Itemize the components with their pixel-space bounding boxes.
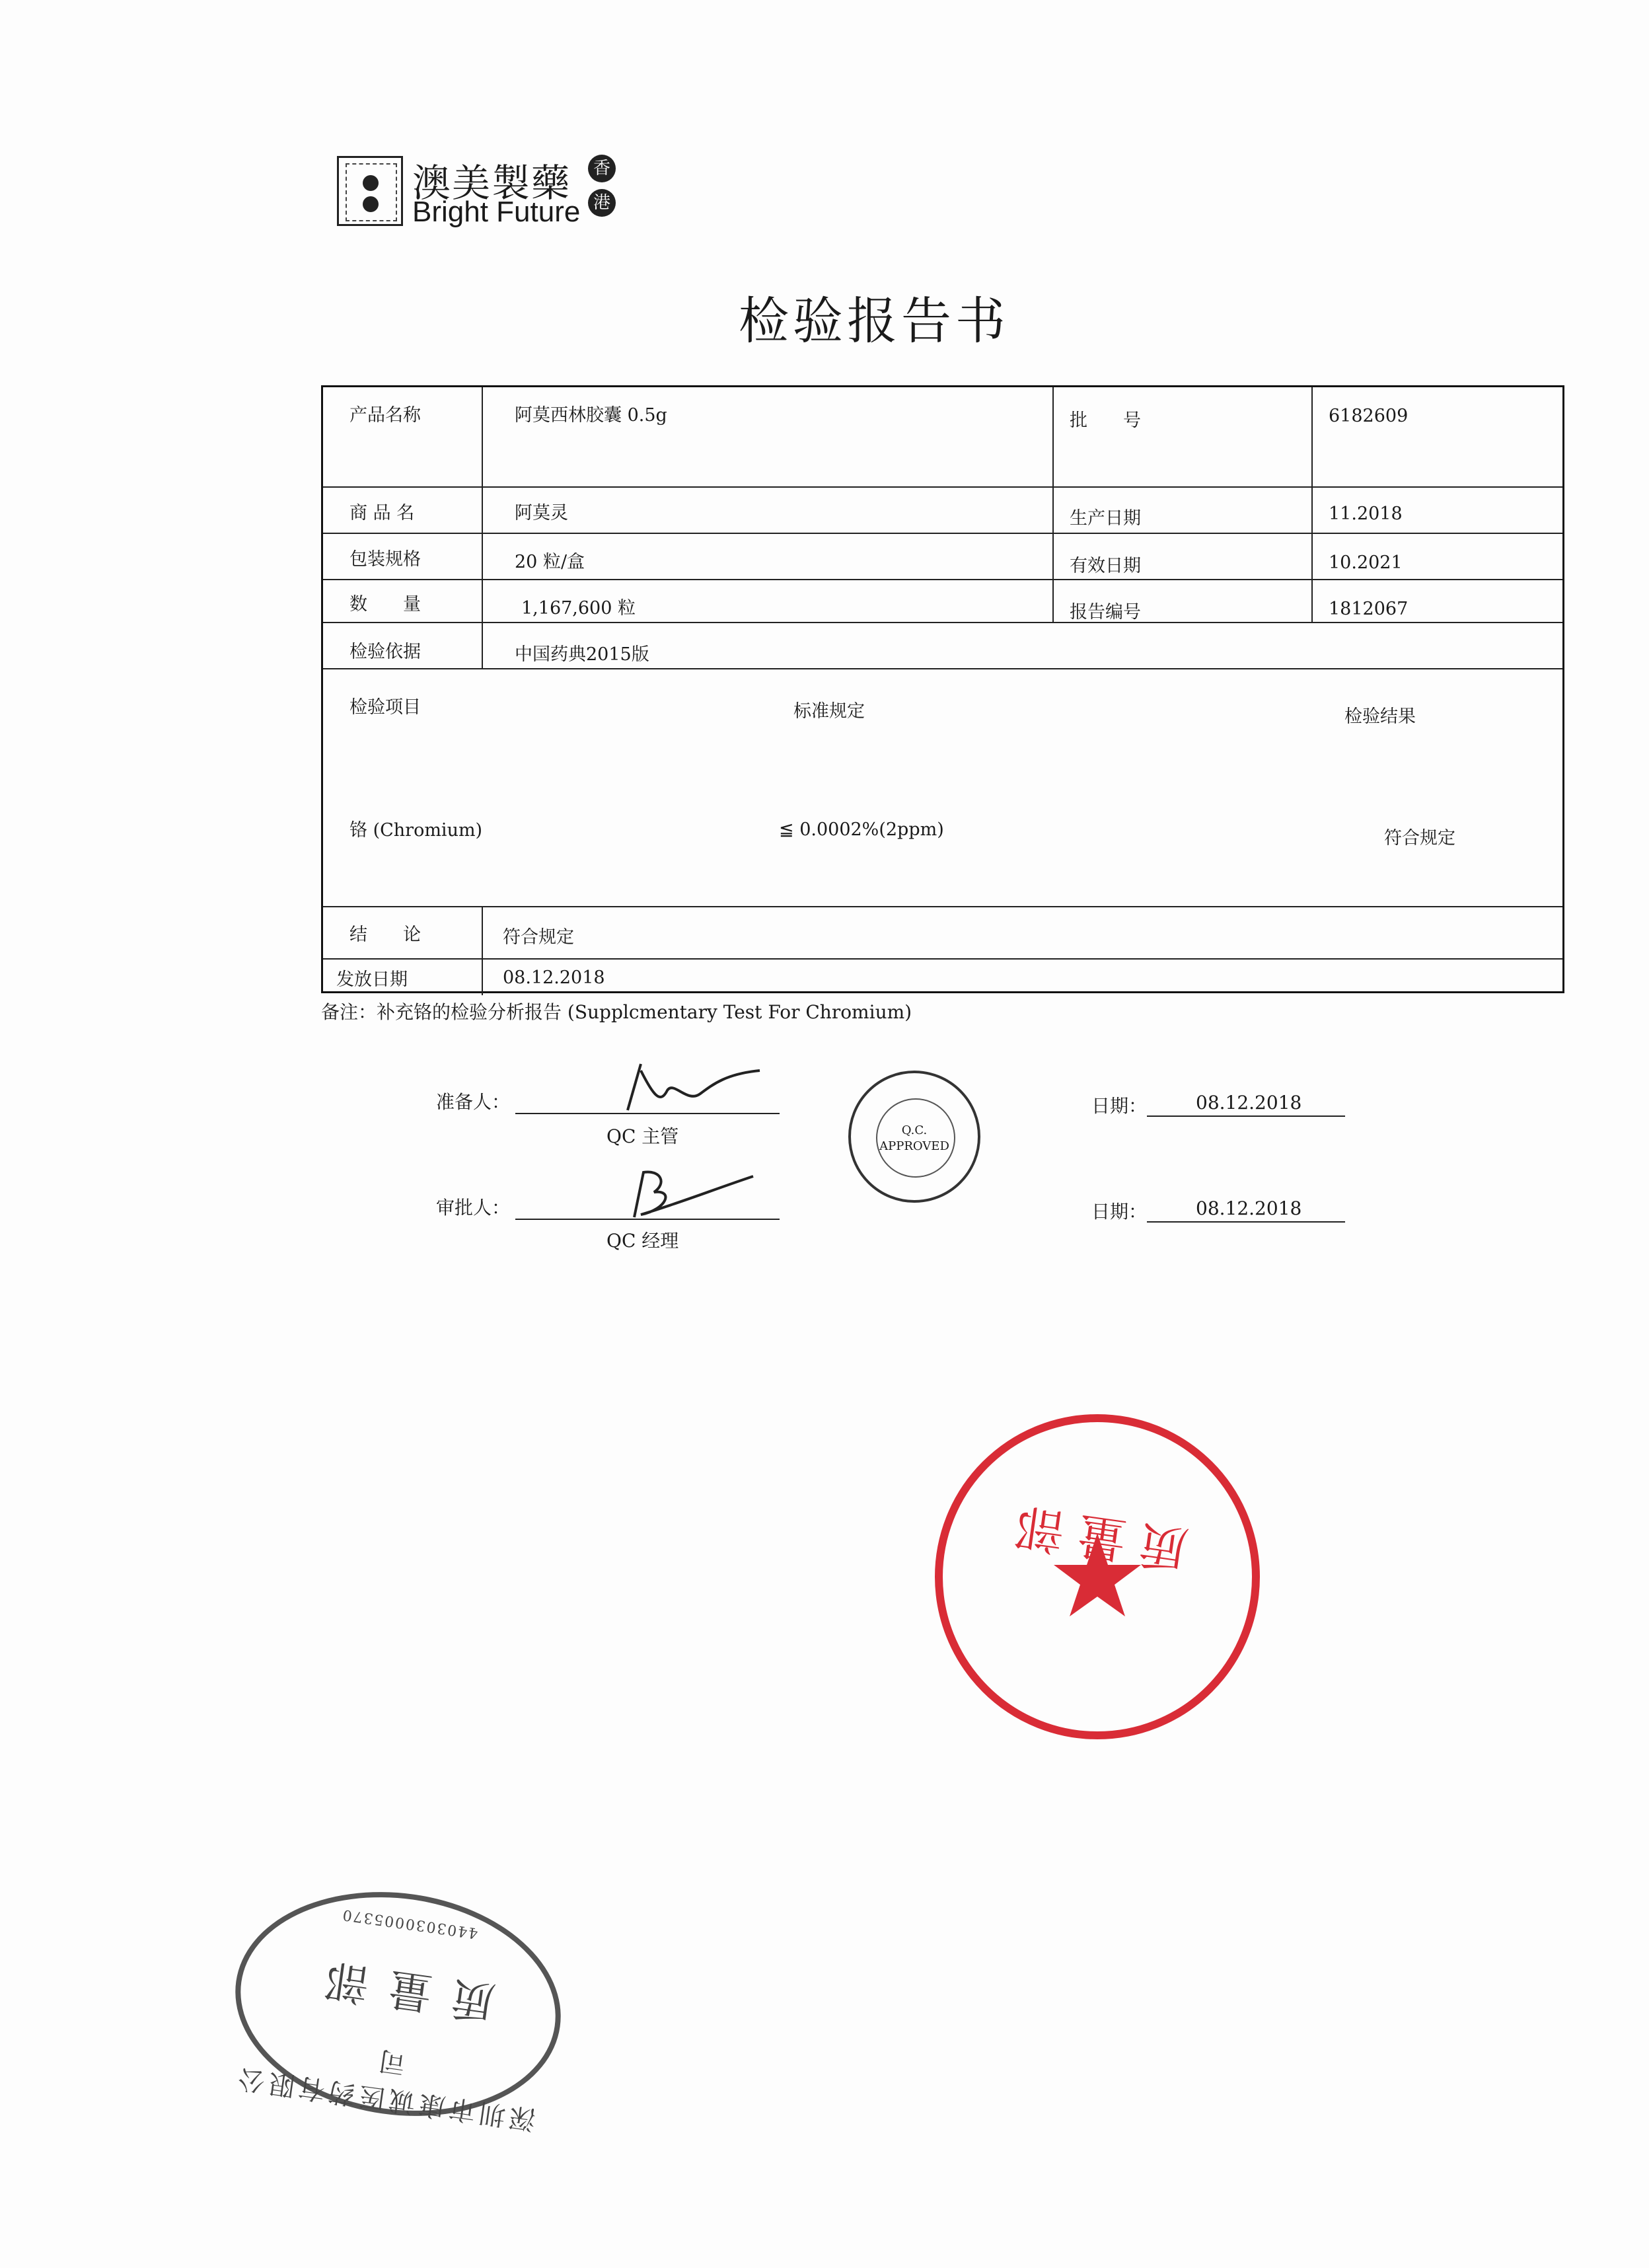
report-note: 备注：补充铬的检验分析报告 (Supplcmentary Test For Chromium) [321,1001,912,1023]
inspection-report-table [321,385,1564,993]
test-item-result: 符合规定 [1384,828,1455,849]
report-no-value: 1812067 [1329,599,1409,619]
page-title: 检验报告书 [739,291,1009,350]
batch-label: 批 号 [1070,410,1141,431]
logo-chinese-name: 澳美製藥 [412,161,571,206]
test-item-standard: ≦ 0.0002%(2ppm) [779,819,944,840]
approved-signature-icon [621,1163,766,1223]
product-name-value: 阿莫西林胶囊 0.5g [515,405,667,426]
report-no-label: 报告编号 [1070,602,1141,623]
batch-value: 6182609 [1329,406,1409,426]
result-header: 检验结果 [1344,706,1416,727]
table-divider [323,622,1562,623]
signature-line [1147,1221,1345,1223]
approved-date-value: 08.12.2018 [1196,1197,1302,1219]
standard-header: 标准规定 [793,701,865,722]
table-divider [482,387,483,668]
logo-region-char: 香 [588,155,616,182]
prepared-signature-icon [614,1057,773,1117]
logo-region-char: 港 [588,189,616,217]
qc-approved-stamp [848,1071,980,1203]
grey-seal-company: 深圳市康诚医药有限公司 [232,2044,538,2135]
quantity-value: 1,167,600 粒 [521,598,636,619]
package-label: 包装规格 [349,549,421,570]
prepared-date-label: 日期： [1091,1095,1148,1117]
package-value: 20 粒/盒 [515,552,585,572]
grey-company-seal [221,1871,575,2136]
table-divider [1052,387,1054,622]
qc-stamp-line1: Q.C. [901,1123,928,1137]
logo-english-name: Bright Future [412,196,581,228]
red-company-seal [935,1414,1260,1739]
approved-role: QC 经理 [606,1230,679,1252]
table-divider [323,486,1562,488]
mfg-date-label: 生产日期 [1070,508,1141,529]
quantity-label: 数 量 [349,594,421,615]
grey-seal-number: 4403030005370 [340,1905,479,1942]
expiry-label: 有效日期 [1070,556,1141,576]
test-item-name: 铬 (Chromium) [349,820,483,841]
qc-stamp-line2: APPROVED [879,1139,949,1153]
company-logo [337,152,634,231]
prepared-date-value: 08.12.2018 [1196,1092,1302,1114]
signature-line [1147,1115,1345,1117]
trade-name-label: 商 品 名 [349,503,415,523]
product-name-label: 产品名称 [349,405,421,426]
red-seal-star-icon [935,1414,1260,1739]
expiry-value: 10.2021 [1329,552,1403,573]
prepared-by-label: 准备人： [436,1091,511,1113]
release-date-label: 发放日期 [336,969,408,990]
prepared-role: QC 主管 [606,1125,679,1147]
mfg-date-value: 11.2018 [1329,504,1403,524]
release-date-value: 08.12.2018 [503,967,605,988]
conclusion-value: 符合规定 [503,927,574,948]
logo-region-badges [588,155,617,223]
item-header: 检验项目 [349,697,421,718]
table-divider [323,533,1562,534]
table-divider [323,579,1562,580]
basis-value: 中国药典2015版 [515,644,649,665]
approved-date-label: 日期： [1091,1201,1148,1223]
approved-by-label: 审批人： [436,1197,511,1219]
red-seal-department: 质量部 [999,1495,1192,1578]
conclusion-label: 结 论 [349,925,421,945]
table-divider [482,906,483,995]
table-divider [1311,387,1313,622]
table-divider [323,906,1562,907]
table-divider [323,668,1562,669]
grey-seal-department: 质量部 [303,1951,499,2028]
trade-name-value: 阿莫灵 [515,503,568,523]
table-divider [323,958,1562,960]
basis-label: 检验依据 [349,642,421,662]
logo-mark-icon [337,156,403,226]
